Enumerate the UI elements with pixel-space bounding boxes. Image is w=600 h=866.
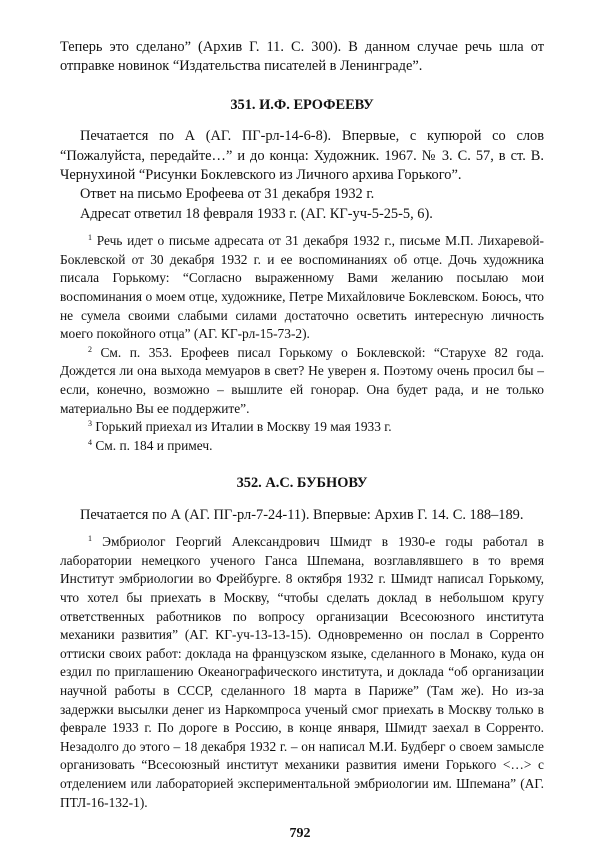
footnote-text: Горький приехал из Италии в Москву 19 мая 1933 г. xyxy=(95,419,392,435)
footnote xyxy=(60,418,544,437)
footnote-number: 1 xyxy=(88,534,92,544)
section-351-addressee-reply: Адресат ответил 18 февраля 1933 г. (АГ. КГ-уч-5-25-5, 6). xyxy=(80,205,433,222)
footnote-text: См. п. 184 и примеч. xyxy=(95,437,213,453)
footnote xyxy=(60,533,544,812)
page-content xyxy=(60,38,544,812)
footnote-number: 1 xyxy=(88,233,92,243)
section-351-heading: 351. И.Ф. ЕРОФЕЕВУ xyxy=(230,96,374,113)
footnote-number: 4 xyxy=(88,437,92,447)
footnote-text: Эмбриолог Георгий Александрович Шмидт в 1930-е годы работал в лаборатории немецкого ученого Ганса Шпемана, возглавлявшего в то время Институт эмбриологии во Фрейбурге. 8 октября 1932 г. Шмидт написал Горькому, что хотел бы приехать в Москву, “чтобы сделать доклад в небольшом кругу ответственных работников по вопросу организации Всесоюзного института механики развития” (АГ. КГ-уч-13-13-15). Одновременно он послал в Сорренто оттиски своих работ: доклада на французском языке, сделанного в Монако, куда он ездил по приглашению Океанографического института, и доклада “об организации научной работы в СССР, сделанного 18 марта в Париже” (Там же). Но из-за задержки высылки денег из Наркомпроса ученый смог приехать в Москву только в феврале 1933 г. По дороге в Россию, в конце января, Шмидт заехал в Сорренто. Незадолго до этого – 18 декабря 1932 г. – он написал М.И. Будберг о своем замысле организовать “Всесоюзный институт механики развития имени Горького <…> с отделением или лабораторией экспериментальной эмбриологии им. Шпемана” (АГ. ПТЛ-16-132-1). xyxy=(60,534,544,810)
section-351-source: Печатается по А (АГ. ПГ-рл-14-6-8). Впервые, с купюрой со слов “Пожалуйста, передайте…” и до конца: Художник. 1967. № 3. С. 57, в ст. В. Чернухиной “Рисунки Боклевского из Личного архива Горького”. xyxy=(60,128,544,184)
section-352-heading: 352. А.С. БУБНОВУ xyxy=(236,475,368,492)
footnote-number: 3 xyxy=(88,419,92,429)
footnote-text: Речь идет о письме адресата от 31 декабря 1932 г., письме М.П. Лихаревой-Боклевской от 30 декабря 1932 г. и ее воспоминаниях об отце. Дочь художника писала Горькому: “Согласно выраженному Вами желанию посылаю мои воспоминания о моем отце, художнике, Петре Михайловиче Боклевском. Боюсь, что не сумела своими слабыми силами достаточно осветить интересную личность моего покойного отца” (АГ. КГ-рл-15-73-2). xyxy=(60,233,544,342)
section-352-source: Печатается по А (АГ. ПГ-рл-7-24-11). Впервые: Архив Г. 14. С. 188–189. xyxy=(80,506,524,523)
section-351-reply-to: Ответ на письмо Ерофеева от 31 декабря 1932 г. xyxy=(80,186,375,203)
footnote xyxy=(60,437,544,456)
footnote xyxy=(60,232,544,344)
footnote-text: См. п. 353. Ерофеев писал Горькому о Боклевской: “Старухе 82 года. Дождется ли она выхода мемуаров в свет? Не уверен я. Поэтому очень просил бы – если, конечно, возможно – вышлите ей гонорар. Она будет рада, и не только материально Вы ее поддержите”. xyxy=(60,344,544,416)
footnote-number: 2 xyxy=(88,344,92,354)
page-number: 792 xyxy=(289,826,311,841)
footnote xyxy=(60,344,544,418)
intro-paragraph: Теперь это сделано” (Архив Г. 11. С. 300). В данном случае речь шла от отправке новинок “Издательства писателей в Ленинграде”. xyxy=(60,39,544,75)
